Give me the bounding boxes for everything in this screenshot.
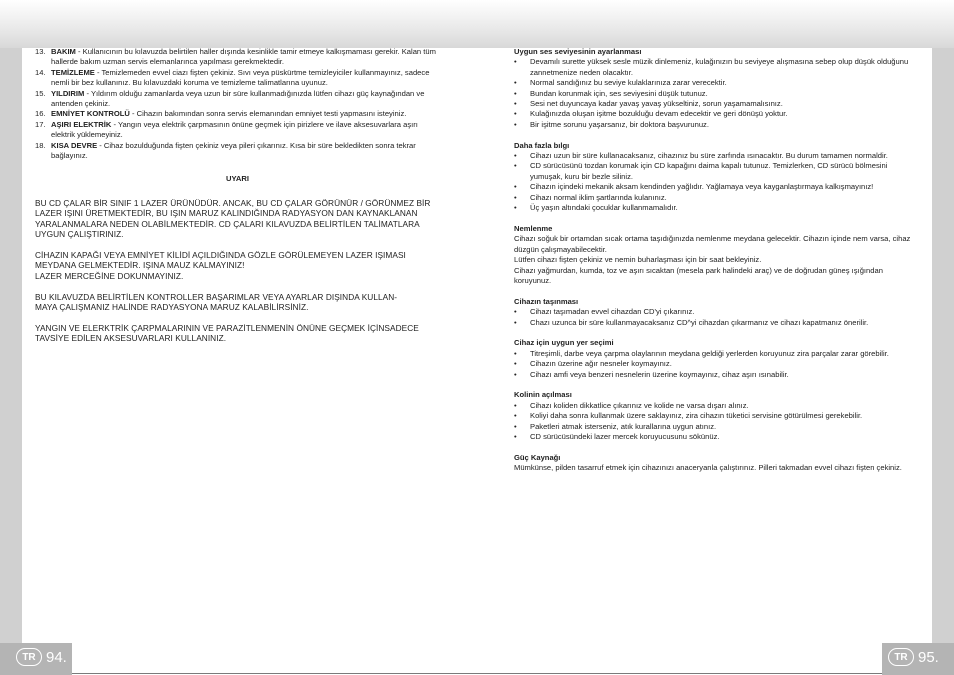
bullet-text: Paketleri atmak isterseniz, atık kurallarına uygun atınız.: [530, 421, 717, 431]
section-title: Kolinin açılması: [514, 390, 572, 400]
bullet-icon: •: [514, 411, 517, 421]
item-body: - Yangın veya elektrik çarpmasının önüne geçmek için pirizlere ve ilave aksesuvarlara aşırı elektrik yüklemeyiniz.: [51, 119, 418, 140]
bullet-text: Sesi net duyuncaya kadar yavaş yavaş yükseltiniz, sorun yaşamamalısınız.: [530, 99, 783, 109]
bullet-text: Cihazı normal iklim şartlarında kulanınız.: [530, 192, 667, 202]
bullet-item: [514, 422, 916, 432]
warning-paragraph: CİHAZIN KAPAĞI VEYA EMNİYET KİLİDİ AÇILDIĞINDA GÖZLE GÖRÜLEMEYEN LAZER IŞIMASI MEYDANA GELMEKTEDİR. IŞINA MAUZ KALMAYINIZ! LAZER MERCEĞİNE DOKUNMAYINIZ.: [35, 249, 406, 281]
section: [514, 47, 916, 130]
bullet-item: [514, 349, 916, 359]
item-text: [51, 68, 440, 89]
warning-paragraphs: [35, 198, 440, 344]
item-text: [51, 109, 440, 119]
numbered-item: [35, 109, 440, 119]
bullet-item: [514, 401, 916, 411]
bullet-icon: •: [514, 369, 517, 379]
bullet-item: [514, 193, 916, 203]
bullet-item: [514, 359, 916, 369]
bullet-text: CD sürücüsünü tozdan korumak için CD kapağını daima kapalı tutunuz. Temizlerken, CD sürücü bölmesini yumuşak, kuru bir bezle siliniz.: [530, 161, 888, 181]
bullet-text: Devamılı surette yüksek sesle müzik dinlemeniz, kulağınızın bu seviyeye alışmasına sebep olup düşük olduğunu zannetmenize neden olacaktır.: [530, 57, 909, 77]
bullet-text: Cihazı uzun bir süre kullanacaksanız, cihazınız bu süre zarfında ısınacaktır. Bu durum tamamen normaldir.: [530, 151, 888, 161]
bullet-icon: •: [514, 78, 517, 88]
language-badge: TR: [16, 648, 42, 666]
item-title: EMNİYET KONTROLÜ: [51, 109, 130, 119]
numbered-item: [35, 47, 440, 68]
section-title: Cihazın taşınması: [514, 296, 579, 306]
info-sections: [514, 47, 916, 474]
page-number-text: 95.: [918, 648, 939, 666]
warning-title: UYARI: [226, 174, 249, 184]
section-title: Cihaz için uygun yer seçimi: [514, 338, 614, 348]
bullet-item: [514, 203, 916, 213]
bullet-item: [514, 307, 916, 317]
bullet-item: [514, 182, 916, 192]
bullet-text: Chazı uzunca bir süre kullanmayacaksanız CD^yi cihazdan çıkarmanız ve cihazı kapatmanız önerilir.: [530, 317, 869, 327]
item-title: AŞIRI ELEKTRİK: [51, 119, 112, 129]
bullet-item: [514, 411, 916, 421]
section-title: Uygun ses seviyesinin ayarlanması: [514, 47, 642, 56]
bullet-text: Cihazın içindeki mekanik aksam kendinden yağlıdır. Yağlamaya veya kayganlaştırmaya kalkışmayınız!: [530, 182, 874, 192]
section-title: Nemlenme: [514, 223, 553, 233]
bullet-item: [514, 109, 916, 119]
section-text: Cihazı soğuk bir ortamdan sıcak ortama taşıdığınızda nemlenme meydana gelecektir. Cihazın içinde nem varsa, cihaz düzgün çalışmayabilecektir. Lütfen cihazı fişten çekiniz ve nemin buharlaşması için bir saat bekleyiniz. Cihazı yağmurdan, kumda, toz ve aşırı sıcaktan (mesela park halindeki araç) ve de doğrudan güneş ışığından koruyunuz.: [514, 234, 911, 285]
item-number: 14.: [35, 67, 46, 77]
bullet-text: Üç yaşın altındaki çocuklar kullanmamalıdır.: [530, 203, 678, 213]
item-text: [51, 120, 440, 141]
left-column: [35, 47, 440, 354]
warning-paragraph: BU KILAVUZDA BELİRTİLEN KONTROLLER BAŞARIMLAR VEYA AYARLAR DIŞINDA KULLAN- MAYA ÇALIŞMANIZ HALİNDE RADYASYONA MARUZ KALABİLİRSİNİZ.: [35, 291, 398, 312]
right-margin-bar: [932, 48, 954, 643]
section: [514, 297, 916, 328]
item-title: BAKIM: [51, 47, 76, 56]
item-text: [51, 47, 440, 68]
section-title: Güç Kaynağı: [514, 452, 561, 462]
bullet-icon: •: [514, 151, 517, 161]
bullet-icon: •: [514, 119, 517, 129]
section: [514, 224, 916, 286]
item-body: - Kullanıcının bu kılavuzda belirtilen haller dışında kesinlikle tamir etmeye kalkışmaması gerekir. Kalan tüm hallerde bakım uzman servis elemanlarınca yapılması gerekmektedir.: [51, 47, 436, 67]
language-badge: TR: [888, 648, 914, 666]
item-body: - Cihaz bozulduğunda fişten çekiniz veya pileri çıkarınız. Kısa bir süre bekledikten sonra tekrar bağlayınız.: [51, 140, 416, 161]
section: [514, 390, 916, 442]
bullet-icon: •: [514, 203, 517, 213]
safety-items-list: [35, 47, 440, 161]
item-text: [51, 89, 440, 110]
bullet-icon: •: [514, 161, 517, 171]
numbered-item: [35, 89, 440, 110]
bullet-icon: •: [514, 307, 517, 317]
bullet-item: [514, 99, 916, 109]
bullet-icon: •: [514, 57, 517, 67]
bullet-icon: •: [514, 182, 517, 192]
right-page-number: [888, 648, 939, 666]
numbered-item: [35, 68, 440, 89]
item-number: 13.: [35, 47, 46, 56]
bullet-text: CD sürücüsündeki lazer mercek koruyucusunu sökünüz.: [530, 431, 720, 441]
bottom-rule: [72, 673, 882, 674]
bullet-icon: •: [514, 431, 517, 441]
bullet-item: [514, 89, 916, 99]
bullet-text: Normal sandığınız bu seviye kulaklarınıza zarar verecektir.: [530, 78, 727, 88]
item-body: - Temizlemeden evvel ciazı fişten çekiniz. Sıvı veya püskürtme temizleyiciler kullanmayınız, sadece nemli bir bez kullanınız. Bu kılavuzdaki koruma ve temizleme talimatlarına uyunuz.: [51, 67, 430, 88]
item-number: 15.: [35, 88, 46, 98]
bullet-item: [514, 120, 916, 130]
item-number: 17.: [35, 119, 46, 129]
numbered-item: [35, 141, 440, 162]
item-title: KISA DEVRE: [51, 140, 98, 150]
section-title: Daha fazla bılgı: [514, 140, 570, 150]
bullet-item: [514, 151, 916, 161]
bullet-icon: •: [514, 99, 517, 109]
warning-paragraph: YANGIN VE ELERKTRİK ÇARPMALARININ VE PARAZİTLENMENİN ÖNÜNE GEÇMEK İÇİNSADECE TAVSİYE EDİLEN AKSESUVARLARI KULLANINIZ.: [35, 322, 419, 344]
section-text: Mümkünse, pilden tasarruf etmek için cihazınızı anaceryanla çalıştırınız. Pilleri takmadan evvel cihazı fişten çekiniz.: [514, 463, 902, 473]
left-margin-bar: [0, 48, 22, 643]
right-column: [514, 47, 916, 484]
bullet-icon: •: [514, 421, 517, 431]
bullet-icon: •: [514, 192, 517, 202]
bullet-item: [514, 318, 916, 328]
numbered-item: [35, 120, 440, 141]
section: [514, 338, 916, 380]
bullet-text: Bundan korunmak için, ses seviyesini düşük tutunuz.: [530, 88, 708, 98]
item-text: [51, 141, 440, 162]
bullet-item: [514, 370, 916, 380]
bullet-item: [514, 57, 916, 78]
item-title: YILDIRIM: [51, 88, 85, 98]
warning-paragraph: BU CD ÇALAR BİR SINIF 1 LAZER ÜRÜNÜDÜR. ANCAK, BU CD ÇALAR GÖRÜNÜR / GÖRÜNMEZ BİR LAZER IŞINI ÜRETMEKTEDİR, BU IŞIN MARUZ KALINDIĞINDA RADYASYON DAN KAYNAKLANAN YARALANMALARA NEDEN OLABİLMEKTEDİR. CD ÇALARI KILAVUZDA BELİRTİLEN TALİMATLARA UYGUN ÇALIŞTIRINIZ.: [35, 197, 431, 240]
item-title: TEMİZLEME: [51, 67, 95, 77]
bullet-icon: •: [514, 359, 517, 369]
bullet-text: Kulağınızda oluşan işitme bozukluğu devam edecektir ve geri dönüşü yoktur.: [530, 109, 788, 119]
bullet-item: [514, 161, 916, 182]
bullet-text: Cihazı taşımadan evvel cihazdan CD'yi çıkarınız.: [530, 307, 695, 317]
bullet-icon: •: [514, 317, 517, 327]
section: [514, 453, 916, 474]
bullet-item: [514, 78, 916, 88]
bullet-item: [514, 432, 916, 442]
bullet-text: Koliyi daha sonra kullanmak üzere saklayınız, zira cihazın tüketici servisine götürülmesi gerekebilir.: [530, 411, 863, 421]
item-body: - Cihazın bakımından sonra servis elemanından emniyet testi yapmasını isteyiniz.: [129, 109, 407, 119]
bullet-text: Bir işitme sorunu yaşarsanız, bir doktora başvurunuz.: [530, 119, 709, 129]
section: [514, 141, 916, 214]
bullet-icon: •: [514, 109, 517, 119]
bullet-text: Cihazı koliden dikkatlice çıkarınız ve kolide ne varsa dışarı alınız.: [530, 400, 749, 410]
bullet-text: Titreşimli, darbe veya çarpma olaylarının meydana geldiği yerlerden koruyunuz zira parçalar zarar görebilir.: [530, 348, 889, 358]
bullet-icon: •: [514, 400, 517, 410]
bullet-icon: •: [514, 348, 517, 358]
bullet-icon: •: [514, 88, 517, 98]
item-body: - Yıldırım olduğu zamanlarda veya uzun bir süre kullanmadığınızda lütfen cihazı güç kaynağından ve antenden çekiniz.: [51, 88, 425, 109]
left-page-number: [16, 648, 67, 666]
item-number: 18.: [35, 140, 46, 150]
bullet-text: Cihazı amfi veya benzeri nesnelerin üzerine koymayınız, cihaz aşırı ısınabilir.: [530, 369, 789, 379]
top-gradient-band: [0, 0, 954, 48]
bullet-text: Cihazın üzerine ağır nesneler koymayınız.: [530, 359, 672, 369]
page-number-text: 94.: [46, 648, 67, 666]
item-number: 16.: [35, 109, 46, 119]
